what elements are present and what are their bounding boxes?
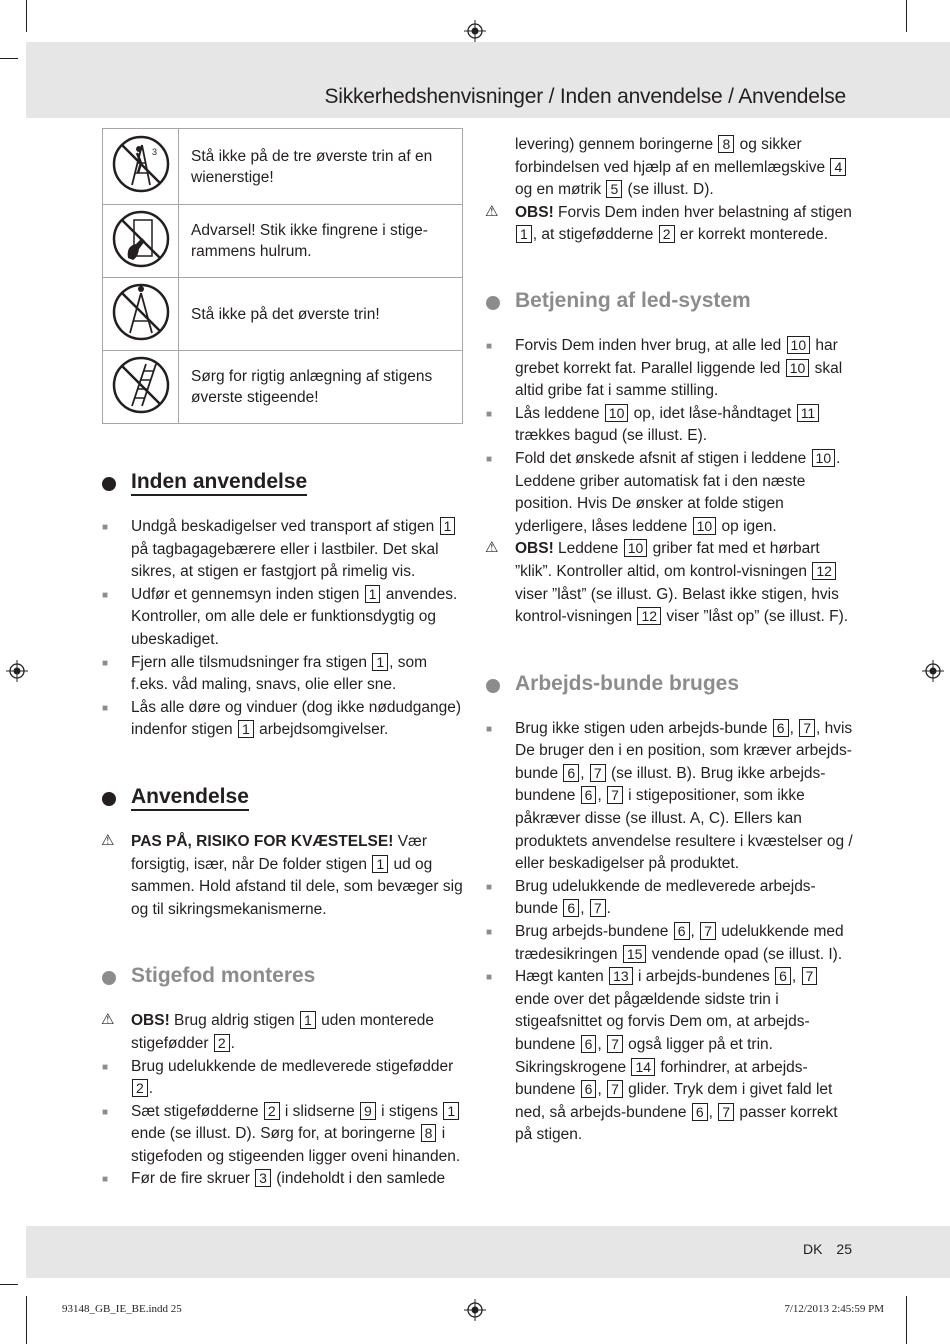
list-inden	[102, 516, 464, 742]
svg-text:3: 3	[151, 147, 157, 157]
section-heading-anvendelse: Anvendelse	[102, 785, 464, 809]
list-stigefod-cont	[486, 202, 856, 247]
ladder-top-three-steps-icon	[103, 129, 179, 205]
language-code: DK	[802, 1241, 823, 1257]
list-arbejds	[486, 718, 856, 1147]
page-num: 25	[836, 1241, 852, 1257]
warning-text: Stå ikke på det øverste trin!	[179, 278, 463, 351]
warning-item: ⚠ OBS! Forvis Dem inden hver belastning af stigen 1 , at stigefødderne 2 er korrekt monterede.	[486, 202, 856, 247]
page-title: Sikkerhedshenvisninger / Inden anvendelse / Anvendelse	[324, 85, 846, 108]
list-item: ■ Undgå beskadigelser ved transport af stigen 1 på tagbagagebærere eller i lastbiler. Det skal sikres, at stigen er fastgjort på rimelig vis.	[102, 516, 464, 584]
list-item: ■ Hægt kanten 13 i arbejds-bundenes 6 , 7 ende over det pågældende sidste trin i stigeafsnittet og forvis Dem om, at arbejds-bundene 6 , 7 også ligger på et trin. Sikringskrogene 14 forhindrer, at arbejds-bundene 6 , 7 glider. Tryk dem i givet fald let ned, så arbejds-bundene 6 , 7 passer korrekt på stigen.	[486, 966, 856, 1147]
warning-row	[103, 351, 463, 424]
registration-mark-icon	[464, 1299, 486, 1321]
crop-mark	[26, 1296, 27, 1344]
list-item: ■ Lås alle døre og vinduer (dog ikke nødudgange) indenfor stigen 1 arbejdsomgivelser.	[102, 697, 464, 742]
list-item: ■ Fold det ønskede afsnit af stigen i leddene 10 . Leddene griber automatisk fat i den næste position. Hvis De ønsker at folde stigen yderligere, låses leddene 10 op igen.	[486, 448, 856, 538]
continued-text: levering) gennem boringerne 8 og sikker forbindelsen ved hjælp af en mellemlægskive 4 og en møtrik 5 (se illust. D).	[486, 134, 856, 202]
list-item: ■ Udfør et gennemsyn inden stigen 1 anvendes. Kontroller, om alle dele er funktionsdygtig og ubeskadiget.	[102, 584, 464, 652]
list-item: ■ Brug ikke stigen uden arbejds-bunde 6 , 7 , hvis De bruger den i en position, som kræver arbejds-bunde 6 , 7 (se illust. B). Brug ikke arbejds-bundene 6 , 7 i stigepositioner, som ikke påkræver disse (se illust. A, C). Ellers kan produktets anvendelse resultere i kvæstelser og / eller beskadigelser på produktet.	[486, 718, 856, 876]
crop-mark	[26, 0, 27, 32]
list-item: ■ Lås leddene 10 op, idet låse-håndtaget 11 trækkes bagud (se illust. E).	[486, 403, 856, 448]
warning-table	[102, 128, 463, 424]
right-column	[486, 134, 856, 1147]
section-heading-betjening: Betjening af led-system	[486, 289, 856, 313]
registration-mark-icon	[464, 20, 486, 42]
list-betjening	[486, 335, 856, 629]
warning-text: Stå ikke på de tre øverste trin af en wienerstige!	[179, 129, 463, 205]
warning-row	[103, 129, 463, 205]
crop-mark	[906, 1296, 907, 1344]
ladder-lean-icon	[103, 351, 179, 424]
warning-row	[103, 278, 463, 351]
list-item: ■ Brug arbejds-bundene 6 , 7 udelukkende med trædesikringen 15 vendende opad (se illust. I).	[486, 921, 856, 966]
registration-mark-icon	[922, 660, 944, 682]
list-item: ■ Forvis Dem inden hver brug, at alle led 10 har grebet korrekt fat. Parallel liggende led 10 skal altid gribe fat i samme stilling.	[486, 335, 856, 403]
warning-item: ⚠ OBS! Leddene 10 griber fat med et hørbart ”klik”. Kontroller altid, om kontrol-visningen 12 viser ”låst” (se illust. G). Belast ikke stigen, hvis kontrol-visningen 12 viser ”låst op” (se illust. F).	[486, 538, 856, 628]
list-item: ■ Før de fire skruer 3 (indeholdt i den samlede	[102, 1168, 464, 1191]
crop-mark	[0, 1284, 18, 1285]
ladder-top-step-icon	[103, 278, 179, 351]
list-item: ■ Brug udelukkende de medleverede arbejds-bunde 6 , 7 .	[486, 876, 856, 921]
warning-text: Sørg for rigtig anlægning af stigens øverste stigeende!	[179, 351, 463, 424]
list-item: ■ Sæt stigefødderne 2 i slidserne 9 i stigens 1 ende (se illust. D). Sørg for, at boringerne 8 i stigefoden og stigeenden ligger oveni hinanden.	[102, 1101, 464, 1169]
warning-row	[103, 205, 463, 278]
warning-item: ⚠ OBS! Brug aldrig stigen 1 uden monterede stigefødder 2 .	[102, 1010, 464, 1055]
section-heading-inden: Inden anvendelse	[102, 470, 464, 494]
section-heading-stigefod: Stigefod monteres	[102, 964, 464, 988]
list-item: ■ Brug udelukkende de medleverede stigefødder 2 .	[102, 1056, 464, 1101]
slug-left: 93148_GB_IE_BE.indd 25	[62, 1303, 182, 1315]
slug-right: 7/12/2013 2:45:59 PM	[784, 1303, 884, 1315]
list-anvendelse	[102, 831, 464, 921]
finger-pinch-icon	[103, 205, 179, 278]
crop-mark	[906, 0, 907, 32]
left-column	[102, 128, 464, 1191]
crop-mark	[0, 58, 18, 59]
list-stigefod	[102, 1010, 464, 1191]
warning-text: Advarsel! Stik ikke fingrene i stige-rammens hulrum.	[179, 205, 463, 278]
section-heading-arbejds: Arbejds-bunde bruges	[486, 672, 856, 696]
registration-mark-icon	[6, 660, 28, 682]
page-number	[803, 1241, 852, 1257]
list-item: ■ Fjern alle tilsmudsninger fra stigen 1 , som f.eks. våd maling, snavs, olie eller sne.	[102, 652, 464, 697]
warning-item: ⚠ PAS PÅ, RISIKO FOR KVÆSTELSE! Vær forsigtig, især, når De folder stigen 1 ud og sammen. Hold afstand til dele, som bevæger sig og til sikringsmekanismerne.	[102, 831, 464, 921]
